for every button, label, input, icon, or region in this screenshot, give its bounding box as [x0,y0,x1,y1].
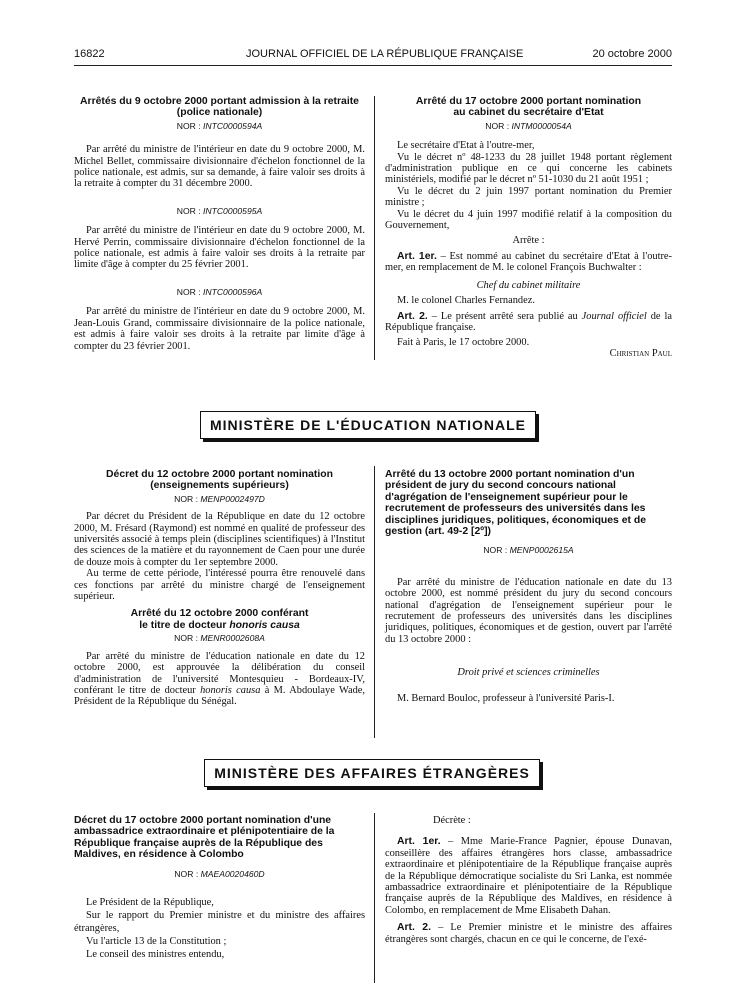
article-title: Arrêté du 13 octobre 2000 portant nomination d'un président de jury du second concours national d'agrégation de l'enseignement supérieur pour le recrutement de professeurs des universités dans les disciplines juridiques, politiques, économiques et de gestion (art. 49-2 [2º]) [385,469,646,538]
arrete-label: Arrête : [512,235,545,247]
article-subtitle: le titre de docteur honoris causa [139,619,300,631]
column-divider [374,466,375,738]
article-title: Arrêtés du 9 octobre 2000 portant admission à la retraite [80,96,359,107]
paragraph: Le secrétaire d'Etat à l'outre-mer, [397,140,535,152]
fait-a: Fait à Paris, le 17 octobre 2000. [397,337,530,349]
paragraph: Par décret du Président de la République en date du 12 octobre 2000, M. Frésard (Raymond) est nommé en qualité de professeur des universités associé à temps plein (disciplines scientifiques) à l'Institut des sciences de la matière et du rayonnement de Caen pour une durée de douze mois à compter du 1er septembre 2000. [74,511,365,568]
article-1: Art. 1er. – Mme Marie-France Pagnier, épouse Dunavan, conseillère des affaires étrangères hors classe, ambassadrice extraordinaire et plénipotentiaire de la République française auprès de la République démocratique socialiste du Sri Lanka, est nommée ambassadrice extraordinaire et plénipotentiaire de la République française auprès de la République des Maldives, en résidence à Colombo, en remplacement de Mme Elisabeth Dahan. [385,836,672,916]
article-title: Décret du 12 octobre 2000 portant nomination [106,469,333,480]
paragraph: Par arrêté du ministre de l'intérieur en date du 9 octobre 2000, M. Hervé Perrin, commissaire divisionnaire d'échelon fonctionnel de la police nationale, est admis à faire valoir ses droits à la retraite par limite d'âge à compter du 25 février 2001. [74,225,365,271]
ministry-heading-education: MINISTÈRE DE L'ÉDUCATION NATIONALE [200,411,536,439]
education-decrets [74,469,365,708]
article-2: Art. 2. – Le présent arrêté sera publié au Journal officiel de la République française. [385,310,672,333]
nominee-name: M. Bernard Bouloc, professeur à l'université Paris-I. [397,692,615,704]
chef-cabinet-heading: Chef du cabinet militaire [476,279,581,291]
ambassador-decret [74,815,365,961]
cabinet-arrete [385,96,672,359]
nor-reference: NOR : INTC0000595A [176,205,263,216]
nor-reference: NOR : INTM0000054A [485,120,572,131]
decrete-label: Décrète : [433,815,471,826]
column-divider [374,813,375,983]
jury-arrete [385,469,672,704]
ambassador-decret-articles [385,815,672,945]
article-title: Arrêté du 12 octobre 2000 conférant [130,608,309,620]
nor-reference: NOR : INTC0000594A [176,120,263,131]
page-header [74,45,672,66]
nor-reference: NOR : MENP0002615A [483,545,574,556]
paragraph: Par arrêté du ministre de l'intérieur en date du 9 octobre 2000, M. Michel Bellet, commissaire divisionnaire d'échelon fonctionnel de la police nationale, est admis, sur sa demande, à faire valoir ses droits à la retraite à compter du 31 décembre 2000. [74,144,365,190]
paragraph: Sur le rapport du Premier ministre et du ministre des affaires étrangères, [74,910,365,935]
paragraph: Vu l'article 13 de la Constitution ; [86,936,227,948]
nominee-name: M. le colonel Charles Fernandez. [397,295,535,307]
nor-reference: NOR : INTC0000596A [176,286,263,297]
article-title: Décret du 17 octobre 2000 portant nomination d'une ambassadrice extraordinaire et plénipotentiaire de la République française auprès de la République des Maldives, en résidence à Colombo [74,815,335,861]
paragraph: Le Président de la République, [86,897,214,909]
paragraph: Vu le décret du 4 juin 1997 modifié relatif à la composition du Gouvernement, [385,208,672,232]
publication-date: 20 octobre 2000 [592,48,672,60]
paragraph: Par arrêté du ministre de l'intérieur en date du 9 octobre 2000, M. Jean-Louis Grand, commissaire divisionnaire de la police nationale, est admis à faire valoir ses droits à la retraite par limite d'âge à compter du 23 février 2001. [74,306,365,352]
article-title: Arrêté du 17 octobre 2000 portant nomination [415,96,642,107]
nor-reference: NOR : MENP0002497D [174,493,265,504]
article-2: Art. 2. – Le Premier ministre et le ministre des affaires étrangères sont chargés, chacun en ce qui le concerne, de l'exé- [385,922,672,945]
nor-reference: NOR : MENR0002608A [174,633,265,644]
paragraph: Le conseil des ministres entendu, [86,949,225,961]
article-subtitle: (enseignements supérieurs) [150,480,289,492]
article-subtitle: (police nationale) [176,107,263,119]
page-number: 16822 [74,48,105,60]
retraite-arretes [74,96,365,352]
signature: Christian Paul [609,347,672,359]
nor-reference: NOR : MAEA0020460D [174,868,265,879]
paragraph: Par arrêté du ministre de l'éducation nationale en date du 13 octobre 2000, est nommé président du jury du second concours national d'agrégation de l'enseignement supérieur pour le recrutement de professeurs des universités dans les disciplines juridiques, politiques, économiques et de gestion, ouvert par l'arrêté du 13 octobre 2000 : [385,576,672,645]
article-1: Art. 1er. – Est nommé au cabinet du secrétaire d'Etat à l'outre-mer, en remplacement de M. le colonel François Buchwalter : [385,250,672,274]
ministry-heading-foreign-affairs: MINISTÈRE DES AFFAIRES ÉTRANGÈRES [204,759,540,787]
paragraph: Vu le décret nº 48-1233 du 28 juillet 1948 portant règlement d'administration publique en ce qui concerne les cabinets ministériels, modifié par le décret nº 51-1030 du 21 août 1951 ; [385,151,672,186]
paragraph: Par arrêté du ministre de l'éducation nationale en date du 12 octobre 2000, est approuvée la délibération du conseil d'administration de l'université Montesquieu - Bordeaux-IV, conférant le titre de docteur honoris causa à M. Abdoulaye Wade, Président de la République du Sénégal. [74,650,365,708]
discipline-heading: Droit privé et sciences criminelles [457,667,600,679]
paragraph: Au terme de cette période, l'intéressé pourra être renouvelé dans ces fonctions par arrêté du ministre chargé de l'enseignement supérieur. [74,568,365,603]
column-divider [374,96,375,360]
article-subtitle: au cabinet du secrétaire d'Etat [453,107,604,119]
journal-title: JOURNAL OFFICIEL DE LA RÉPUBLIQUE FRANÇAISE [246,48,524,60]
paragraph: Vu le décret du 2 juin 1997 portant nomination du Premier ministre ; [385,185,672,209]
